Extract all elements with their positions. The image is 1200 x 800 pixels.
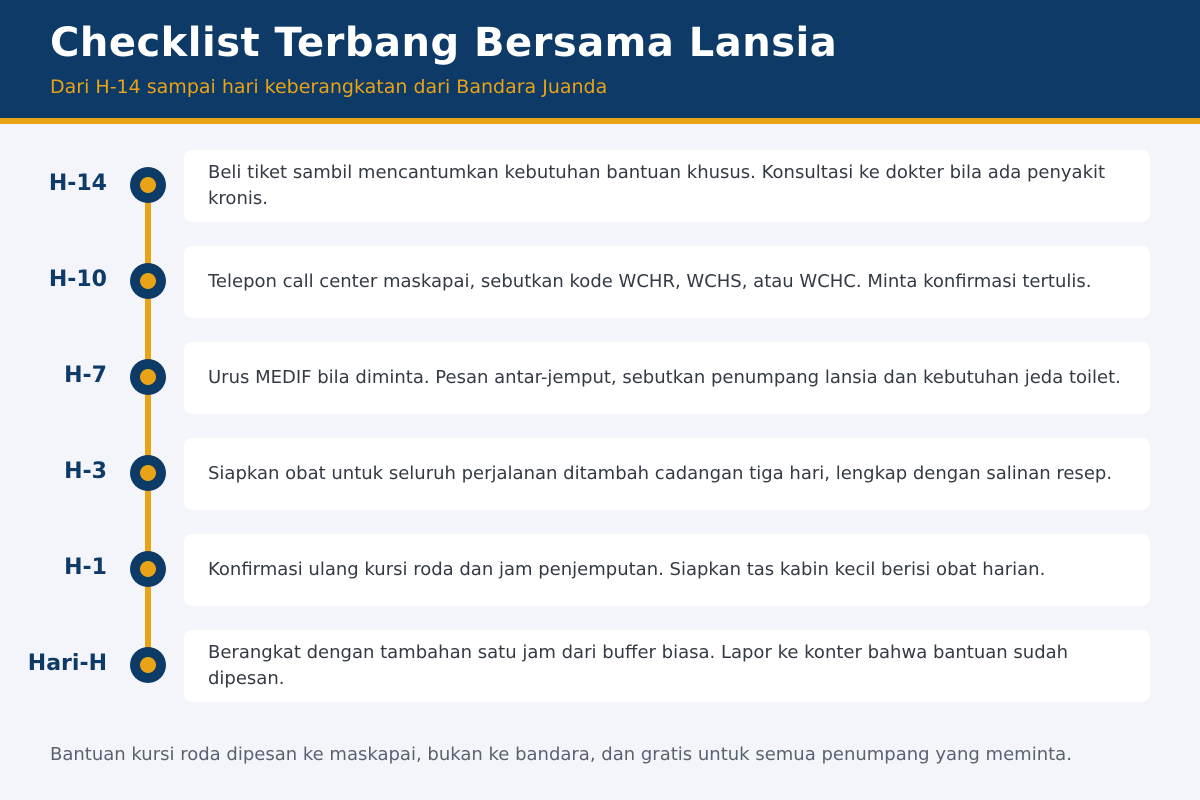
step-card — [184, 150, 1150, 222]
page-title: Checklist Terbang Bersama Lansia — [50, 20, 838, 66]
step-label: H-1 — [64, 555, 107, 580]
timeline-step-hari-h — [0, 630, 1200, 704]
step-label: H-3 — [64, 459, 107, 484]
step-label: H-10 — [48, 267, 107, 292]
step-card — [184, 342, 1150, 414]
timeline-step-h1 — [0, 534, 1200, 608]
timeline-dot-icon — [130, 647, 166, 683]
step-text: Telepon call center maskapai, sebutkan kode WCHR, WCHS, atau WCHC. Minta konfirmasi tertulis. — [208, 271, 1092, 292]
step-text: Konfirmasi ulang kursi roda dan jam penjemputan. Siapkan tas kabin kecil berisi obat harian. — [208, 559, 1046, 580]
step-card — [184, 534, 1150, 606]
footnote: Bantuan kursi roda dipesan ke maskapai, bukan ke bandara, dan gratis untuk semua penumpang yang meminta. — [50, 744, 1072, 765]
step-text: Siapkan obat untuk seluruh perjalanan ditambah cadangan tiga hari, lengkap dengan salinan resep. — [208, 463, 1113, 484]
timeline-dot-icon — [130, 263, 166, 299]
timeline-dot-icon — [130, 455, 166, 491]
step-card — [184, 630, 1150, 702]
step-card — [184, 438, 1150, 510]
step-text: Berangkat dengan tambahan satu jam dari buffer biasa. Lapor ke konter bahwa bantuan sudah dipesan. — [208, 642, 1069, 689]
step-label: H-7 — [64, 363, 107, 388]
page-subtitle: Dari H-14 sampai hari keberangkatan dari Bandara Juanda — [50, 76, 608, 98]
timeline-dot-icon — [130, 551, 166, 587]
step-label: Hari-H — [27, 651, 107, 676]
timeline-step-h10 — [0, 246, 1200, 320]
timeline-dot-icon — [130, 359, 166, 395]
header-banner — [0, 0, 1200, 124]
timeline-step-h7 — [0, 342, 1200, 416]
step-text: Urus MEDIF bila diminta. Pesan antar-jemput, sebutkan penumpang lansia dan kebutuhan jeda toilet. — [208, 367, 1121, 388]
step-label: H-14 — [48, 171, 107, 196]
step-card — [184, 246, 1150, 318]
step-text: Beli tiket sambil mencantumkan kebutuhan bantuan khusus. Konsultasi ke dokter bila ada penyakit kronis. — [208, 162, 1106, 209]
timeline-step-h14 — [0, 150, 1200, 224]
timeline-dot-icon — [130, 167, 166, 203]
timeline-step-h3 — [0, 438, 1200, 512]
